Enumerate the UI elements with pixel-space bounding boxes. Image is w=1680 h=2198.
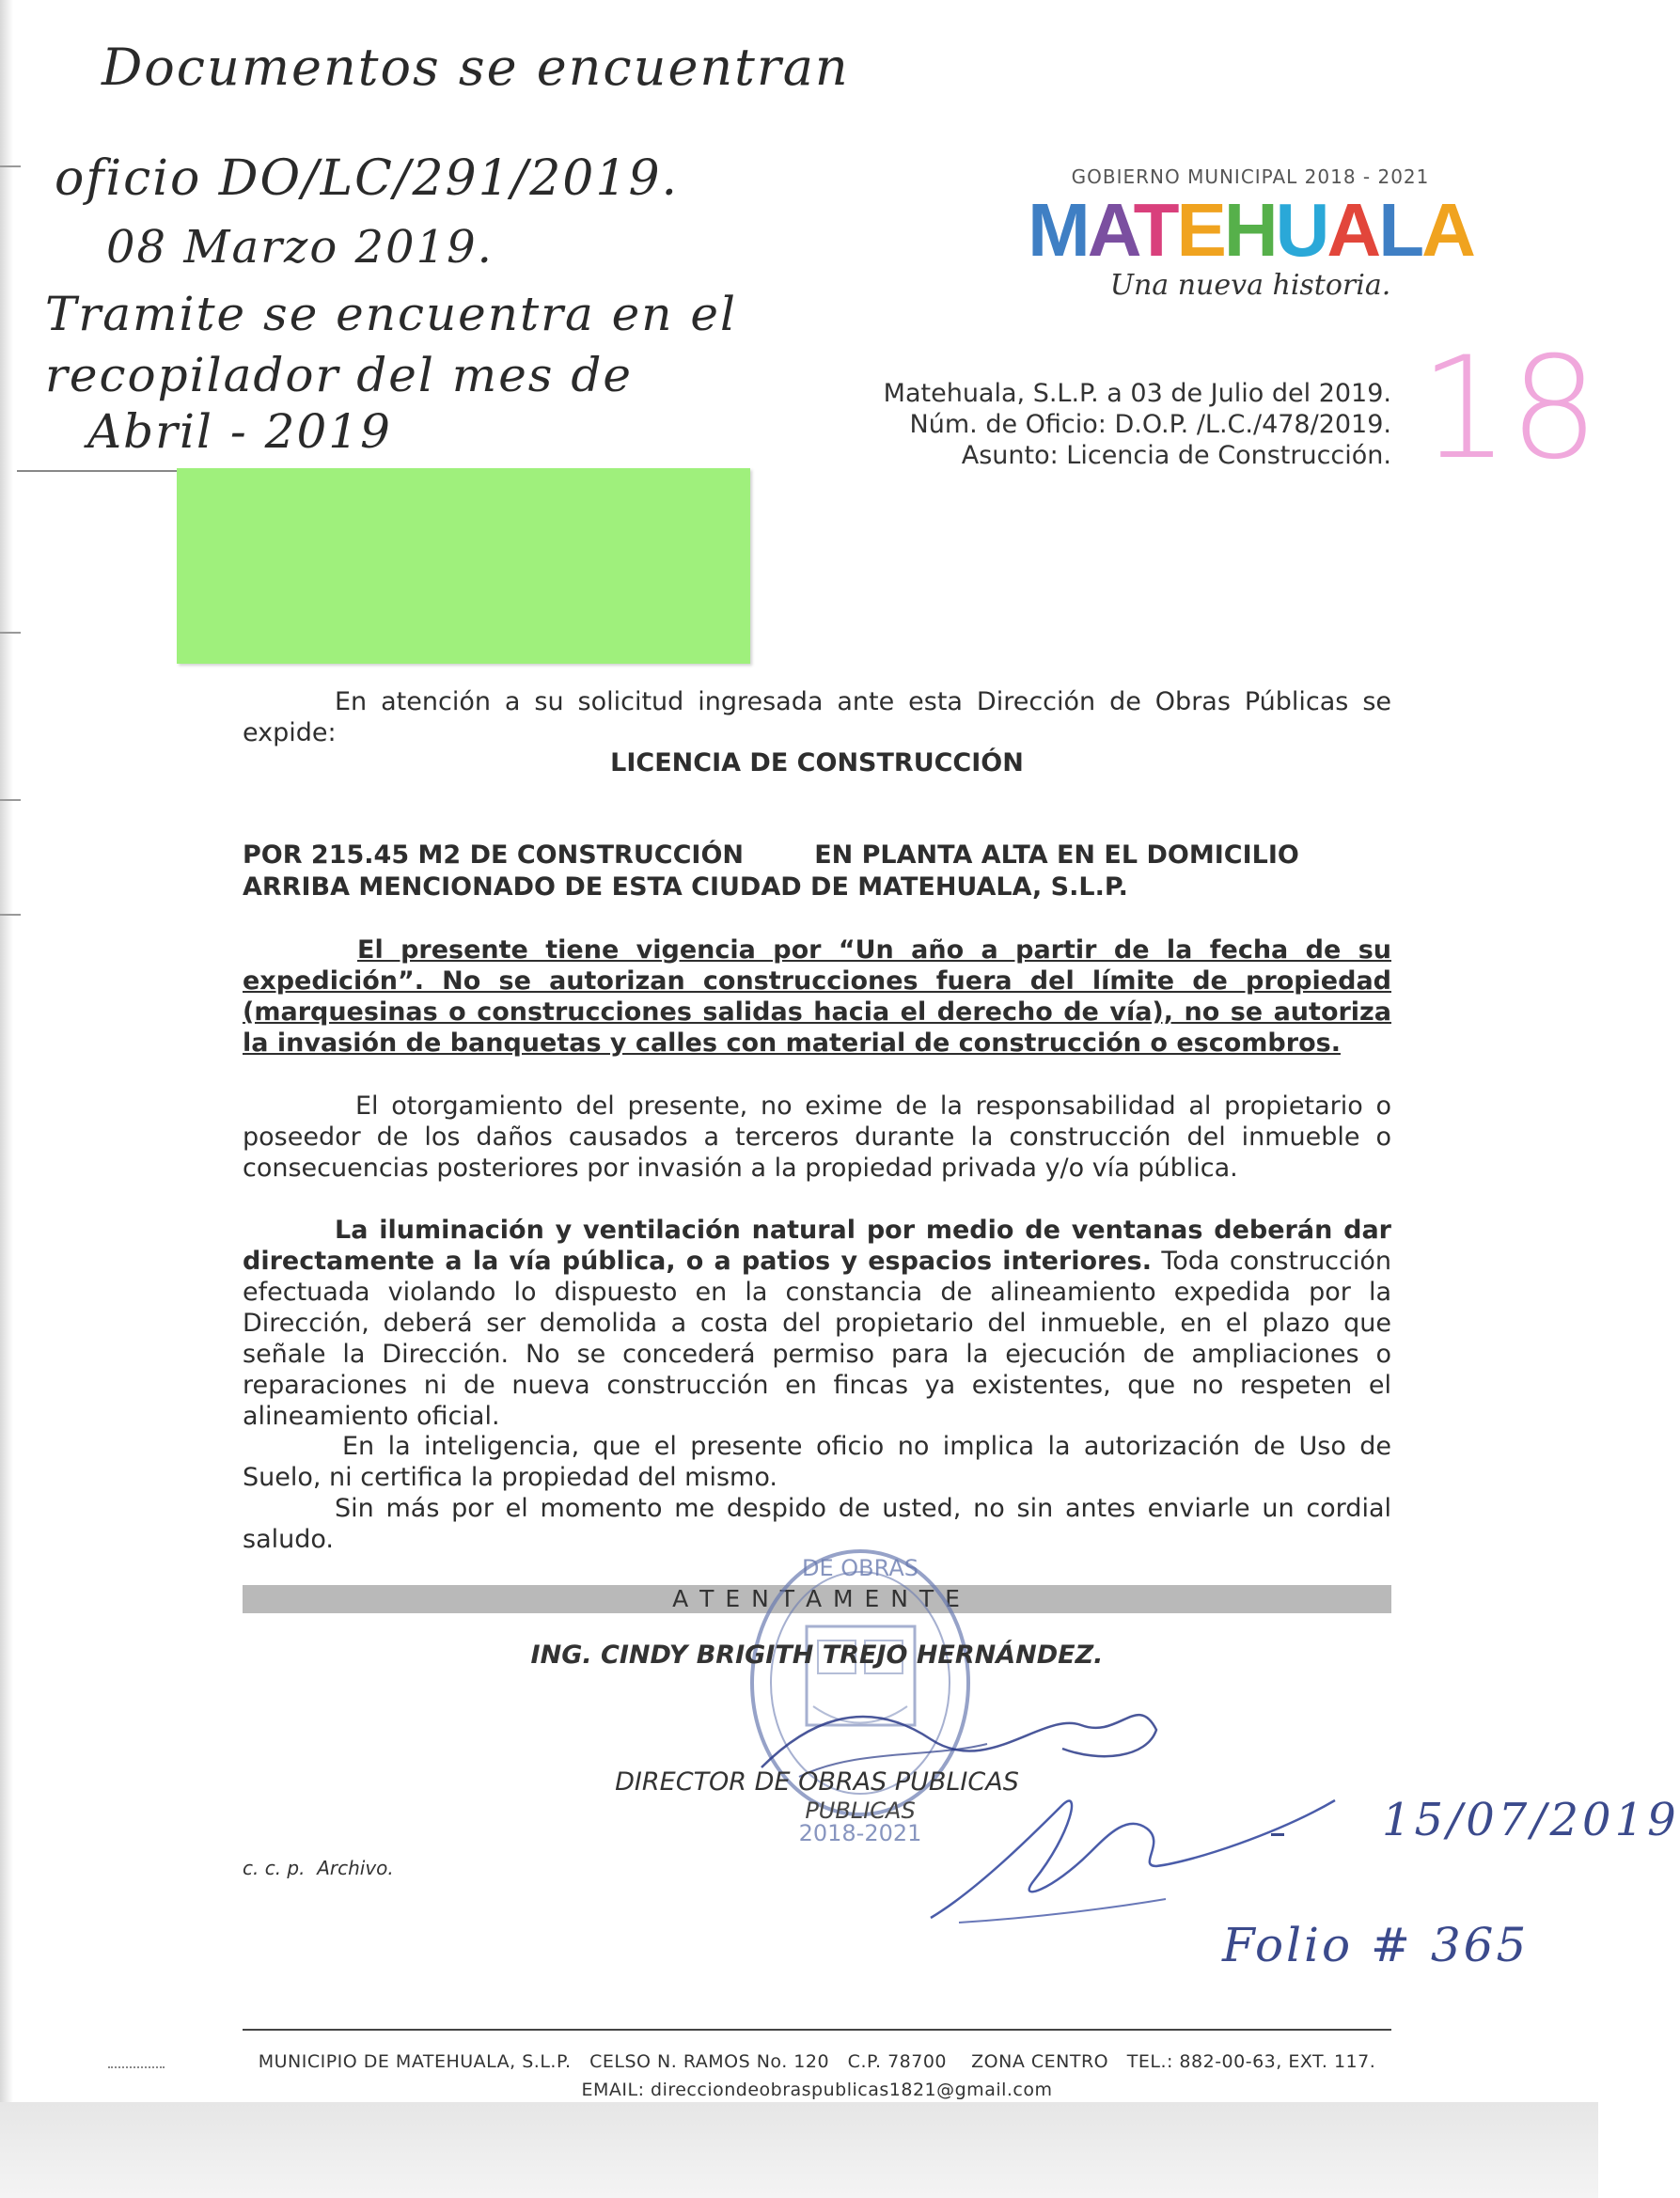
page-number-mark: 18 — [1420, 327, 1599, 491]
scope-line-1: POR 215.45 M2 DE CONSTRUCCIÓN EN PLANTA ALTA EN EL DOMICILIO — [243, 840, 1299, 870]
stamp-years-text: 2018-2021 — [798, 1820, 922, 1846]
municipal-logo — [997, 165, 1504, 316]
redaction-sticky-note — [177, 468, 750, 664]
scan-left-edge — [0, 0, 13, 2198]
license-title: LICENCIA DE CONSTRUCCIÓN — [610, 748, 1024, 777]
letter-header — [827, 378, 1391, 471]
liability-paragraph: El otorgamiento del presente, no exime de la responsabilidad al propietario o poseedor de los daños causados a terceros durante la construcción del inmueble o consecuencias posteriores por invasión a la propiedad privada y/o vía pública. — [243, 1091, 1391, 1183]
atentamente-text: A T E N T A M E N T E — [672, 1585, 962, 1612]
scan-left-rule-4 — [0, 914, 21, 916]
ccp-archive: c. c. p. Archivo. — [243, 1857, 394, 1879]
director-name: ING. CINDY BRIGITH TREJO HERNÁNDEZ. — [530, 1641, 1104, 1670]
logo-wordmark — [997, 188, 1504, 272]
note-line-6: Abril - 2019 — [87, 404, 392, 459]
date-dash — [1271, 1833, 1284, 1836]
note-line-1: Documentos se encuentran — [102, 38, 850, 97]
footer-email: EMAIL: direcciondeobraspublicas1821@gmail.com — [581, 2080, 1053, 2100]
subject-line: Asunto: Licencia de Construcción. — [961, 441, 1391, 470]
scan-dots — [108, 2066, 165, 2070]
lighting-paragraph — [243, 1215, 1391, 1432]
lighting-bold-text: La iluminación y ventilación natural por medio de ventanas deberán dar directamente a la vía pública, o a patios y espacios interiores. — [243, 1216, 1391, 1276]
receiver-signature — [921, 1777, 1391, 1927]
handwritten-received-date: 15/07/2019 — [1382, 1794, 1680, 1846]
scan-bottom-band — [0, 2102, 1598, 2198]
footer-address: MUNICIPIO DE MATEHUALA, S.L.P. CELSO N. RAMOS No. 120 C.P. 78700 ZONA CENTRO TEL.: 882-00-63, EXT. 117. — [258, 2051, 1376, 2072]
place-date: Matehuala, S.L.P. a 03 de Julio del 2019. — [883, 379, 1391, 408]
office-number: Núm. de Oficio: D.O.P. /L.C./478/2019. — [909, 410, 1391, 439]
note-line-3: 08 Marzo 2019. — [106, 221, 494, 274]
note-line-4: Tramite se encuentra en el — [45, 287, 737, 341]
scan-left-rule-2 — [0, 632, 21, 634]
lighting-rest-text: Toda construcción efectuada violando lo dispuesto en la constancia de alineamiento expedida por la Dirección, deberá ser demolida a costa del propietario del inmueble, en el plazo que señale la Dirección. No se concederá permiso para la ejecución de ampliaciones o reparaciones ni de nueva construcción en fincas ya existentes, que no respeten el alineamiento oficial. — [243, 1247, 1392, 1431]
logo-slogan: Una nueva historia. — [1109, 269, 1391, 302]
handwritten-note — [17, 19, 850, 461]
stamp-top-text: DE OBRAS — [802, 1555, 919, 1581]
director-title: DIRECTOR DE OBRAS PUBLICAS — [615, 1767, 1019, 1797]
note-line-2: oficio DO/LC/291/2019. — [55, 150, 680, 207]
scope-line-2: ARRIBA MENCIONADO DE ESTA CIUDAD DE MATEHUALA, S.L.P. — [243, 872, 1128, 902]
logo-government-text: GOBIERNO MUNICIPAL 2018 - 2021 — [1071, 165, 1430, 188]
scan-left-rule-3 — [0, 799, 21, 801]
intro-paragraph: En atención a su solicitud ingresada ante esta Dirección de Obras Públicas se expide: — [243, 687, 1391, 747]
closing-paragraph: Sin más por el momento me despido de usted, no sin antes enviarle un cordial saludo. — [243, 1494, 1391, 1554]
footer-rule — [243, 2029, 1391, 2031]
land-use-paragraph: En la inteligencia, que el presente oficio no implica la autorización de Uso de Suelo, ni certifica la propiedad del mismo. — [243, 1432, 1391, 1492]
handwritten-folio: Folio # 365 — [1222, 1918, 1530, 1972]
stamp-publicas-line: PUBLICAS — [805, 1798, 916, 1824]
svg-text:MATEHUALA: MATEHUALA — [1028, 188, 1473, 272]
note-line-5: recopilador del mes de — [45, 348, 633, 402]
validity-paragraph: El presente tiene vigencia por “Un año a partir de la fecha de su expedición”. No se autorizan construcciones fuera del límite de propiedad (marquesinas o construcciones salidas hacia el derecho de vía), no se autoriza la invasión de banquetas y calles con material de construcción o escombros. — [243, 935, 1391, 1058]
